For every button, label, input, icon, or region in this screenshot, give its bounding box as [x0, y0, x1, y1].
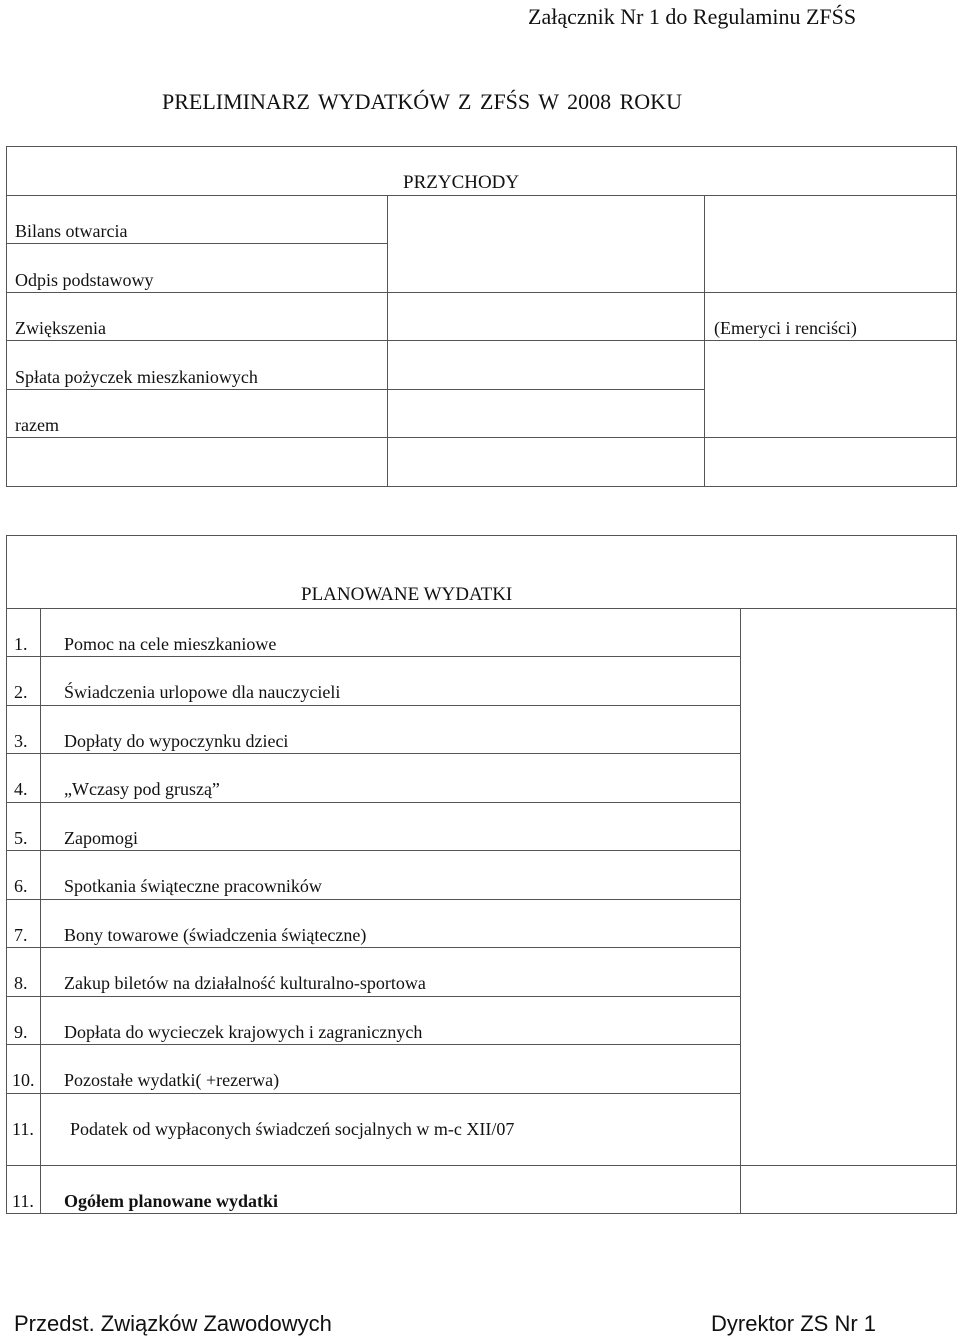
divider — [6, 195, 957, 196]
union-representative-signature: Przedst. Związków Zawodowych — [14, 1311, 332, 1336]
annex-label: Załącznik Nr 1 do Regulaminu ZFŚS — [528, 4, 857, 29]
divider — [6, 292, 957, 293]
row-number: 8. — [14, 973, 28, 993]
income-table-border — [6, 146, 957, 487]
expense-row-label: Pomoc na cele mieszkaniowe — [64, 634, 277, 654]
divider — [6, 705, 740, 706]
income-row-label: Bilans otwarcia — [15, 221, 128, 241]
expense-row-label: Bony towarowe (świadczenia świąteczne) — [64, 925, 367, 945]
row-number: 9. — [14, 1022, 28, 1042]
divider — [6, 389, 704, 390]
expenses-total-label: Ogółem planowane wydatki — [64, 1191, 279, 1211]
divider — [6, 608, 957, 609]
row-number: 4. — [14, 779, 28, 799]
row-number: 6. — [14, 876, 28, 896]
divider — [6, 340, 957, 341]
divider — [6, 899, 740, 900]
row-number: 2. — [14, 682, 28, 702]
row-number: 10. — [12, 1070, 35, 1090]
expense-row-label: Dopłaty do wypoczynku dzieci — [64, 731, 289, 751]
income-row-note: (Emeryci i renciści) — [714, 318, 857, 338]
divider — [6, 947, 740, 948]
divider — [6, 1165, 957, 1166]
row-number: 3. — [14, 731, 28, 751]
director-signature: Dyrektor ZS Nr 1 — [711, 1311, 877, 1336]
row-number: 7. — [14, 925, 28, 945]
divider — [40, 608, 41, 1214]
divider — [704, 195, 705, 487]
expenses-heading: PLANOWANE WYDATKI — [301, 584, 513, 605]
expense-row-label: Świadczenia urlopowe dla nauczycieli — [64, 682, 341, 702]
expense-row-label: Pozostałe wydatki( +rezerwa) — [64, 1070, 280, 1090]
income-row-label: Spłata pożyczek mieszkaniowych — [15, 367, 258, 387]
divider — [740, 608, 741, 1214]
expense-row-label: Zakup biletów na działalność kulturalno-sportowa — [64, 973, 426, 993]
income-row-label: Odpis podstawowy — [15, 270, 154, 290]
row-number: 11. — [12, 1119, 34, 1139]
row-number: 11. — [12, 1191, 34, 1211]
divider — [6, 753, 740, 754]
income-heading: PRZYCHODY — [403, 172, 520, 193]
divider — [6, 437, 957, 438]
divider — [6, 802, 740, 803]
income-row-label: razem — [15, 415, 59, 435]
divider — [6, 1044, 740, 1045]
row-number: 5. — [14, 828, 28, 848]
expense-row-label: Zapomogi — [64, 828, 138, 848]
divider — [6, 850, 740, 851]
expense-row-label: Dopłata do wycieczek krajowych i zagranicznych — [64, 1022, 423, 1042]
income-row-label: Zwiększenia — [15, 318, 106, 338]
document-title: PRELIMINARZ WYDATKÓW Z ZFŚS W 2008 ROKU — [162, 89, 682, 114]
divider — [6, 1093, 740, 1094]
expense-row-label: Spotkania świąteczne pracowników — [64, 876, 322, 896]
expense-row-label: „Wczasy pod gruszą” — [64, 779, 220, 799]
divider — [387, 195, 388, 487]
divider — [6, 656, 740, 657]
expense-row-label: Podatek od wypłaconych świadczeń socjalnych w m-c XII/07 — [70, 1119, 515, 1139]
divider — [6, 243, 388, 244]
divider — [6, 996, 740, 997]
row-number: 1. — [14, 634, 28, 654]
